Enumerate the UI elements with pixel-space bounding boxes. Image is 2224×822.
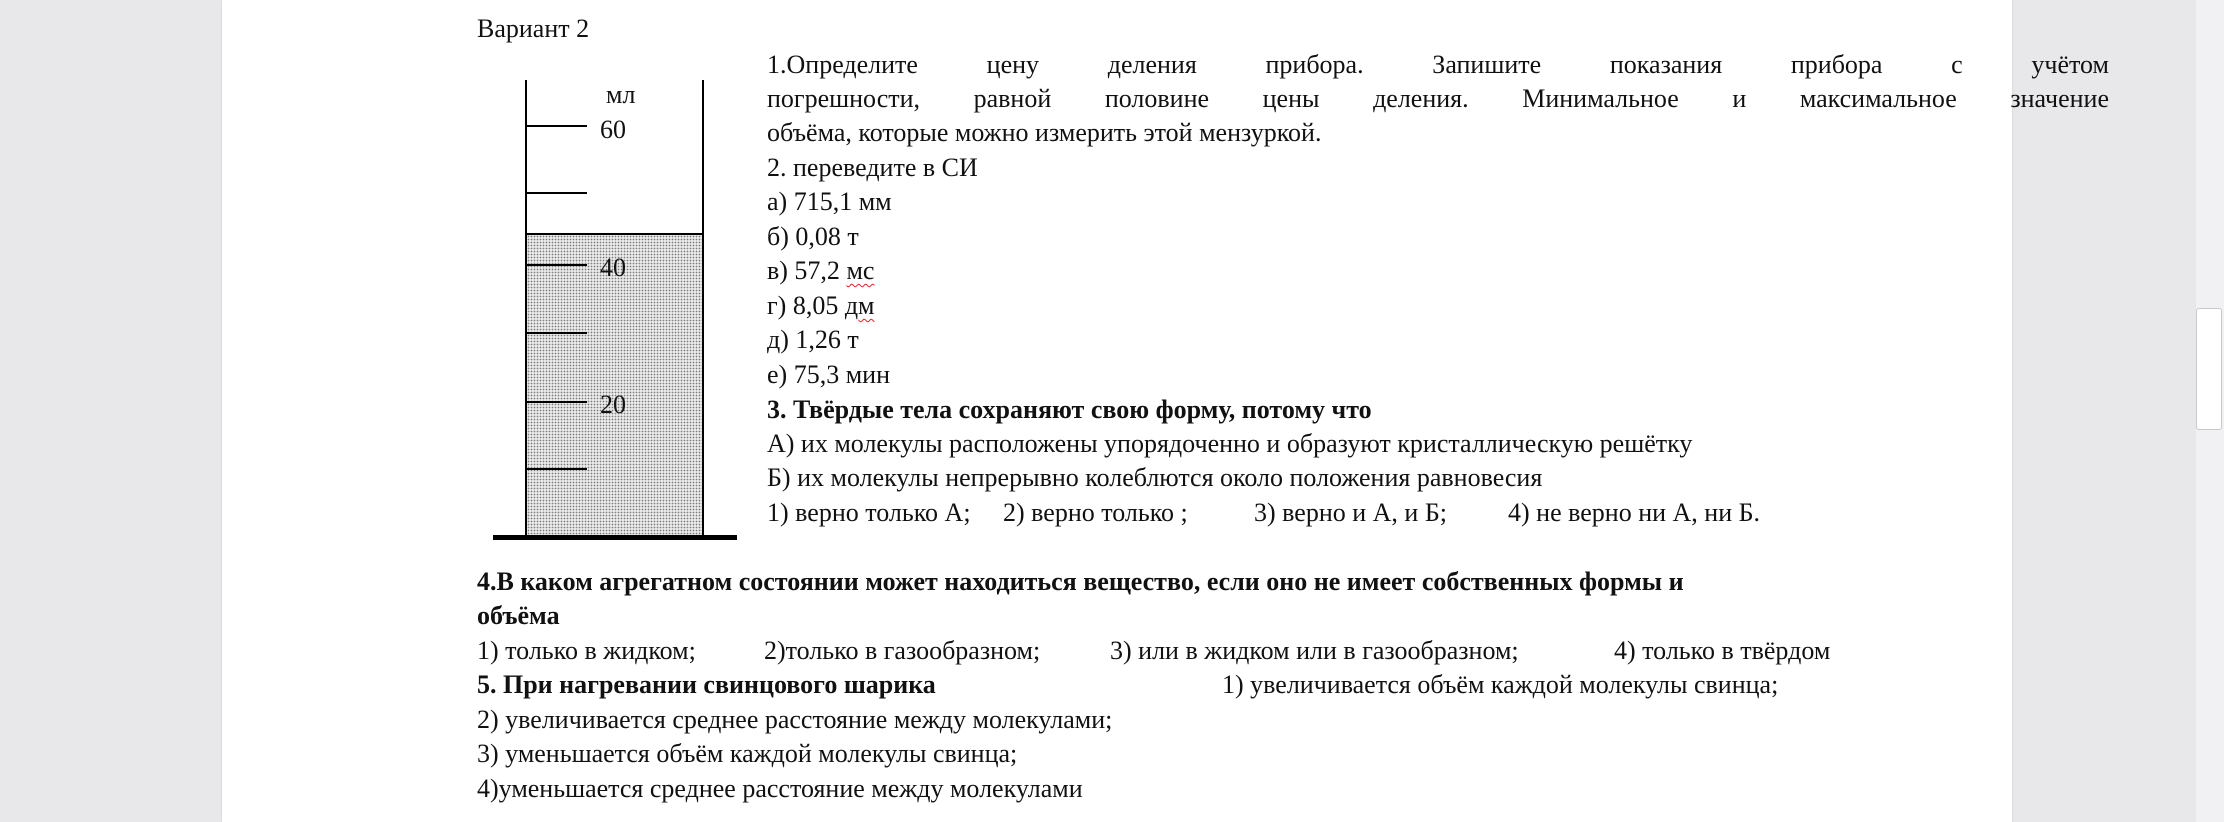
q3-statement-a: А) их молекулы расположены упорядоченно и образуют кристаллическую решётку — [767, 429, 1693, 458]
q2-item-d: д) 1,26 т — [767, 325, 859, 354]
q3-option-4: 4) не верно ни А, ни Б. — [1508, 498, 1761, 527]
q4-title-line1: 4.В каком агрегатном состоянии может находиться вещество, если оно не имеет собственных формы и — [477, 567, 1684, 596]
variant-title: Вариант 2 — [477, 14, 590, 43]
beaker-unit-label: мл — [606, 80, 636, 109]
beaker-right-wall — [702, 80, 704, 536]
q4-option-3: 3) или в жидком или в газообразном; — [1110, 636, 1519, 665]
q2-item-v-value: в) 57,2 — [767, 256, 847, 285]
scale-label-60: 60 — [600, 115, 626, 144]
q3-statement-b: Б) их молекулы непрерывно колеблются около положения равновесия — [767, 463, 1543, 492]
spellcheck-word-dm[interactable]: дм — [844, 291, 875, 320]
spellcheck-word-ms[interactable]: мс — [846, 256, 875, 285]
q2-item-a: а) 715,1 мм — [767, 187, 892, 216]
q1-line2: погрешности, равной половине цены деления. Минимальное и максимальное значение — [767, 84, 2109, 113]
q2-item-e: е) 75,3 мин — [767, 360, 890, 389]
tick-20 — [527, 401, 587, 403]
q1-line1: 1.Определите цену деления прибора. Запишите показания прибора с учётом — [767, 50, 2109, 79]
q2-item-b: б) 0,08 т — [767, 222, 859, 251]
vertical-scrollbar[interactable] — [2196, 0, 2224, 822]
q2-item-g — [767, 289, 875, 323]
q5-option-4: 4)уменьшается среднее расстояние между молекулами — [477, 774, 1083, 803]
q4-option-2: 2)только в газообразном; — [764, 636, 1041, 665]
q5-title: 5. При нагревании свинцового шарика — [477, 670, 936, 699]
scale-label-20: 20 — [600, 390, 626, 419]
q2-item-v — [767, 254, 874, 288]
tick-10 — [527, 468, 587, 470]
tick-50 — [527, 192, 587, 194]
q2-title: 2. переведите в СИ — [767, 153, 978, 182]
q2-item-g-value: г) 8,05 — [767, 291, 845, 320]
tick-30 — [527, 332, 587, 334]
q3-option-1: 1) верно только А; — [767, 498, 971, 527]
tick-40 — [527, 264, 587, 266]
q3-option-3: 3) верно и А, и Б; — [1254, 498, 1447, 527]
q5-option-2: 2) увеличивается среднее расстояние между молекулами; — [477, 705, 1113, 734]
q1-line3: объёма, которые можно измерить этой мензуркой. — [767, 118, 1322, 147]
scale-label-40: 40 — [600, 253, 626, 282]
beaker-base — [493, 535, 737, 540]
scrollbar-thumb[interactable] — [2196, 308, 2222, 430]
q3-title: 3. Твёрдые тела сохраняют свою форму, потому что — [767, 395, 1372, 424]
q4-title-line2: объёма — [477, 601, 560, 630]
q4-option-4: 4) только в твёрдом — [1614, 636, 1831, 665]
q3-option-2: 2) верно только ; — [1003, 498, 1188, 527]
q5-option-1: 1) увеличивается объём каждой молекулы свинца; — [1222, 670, 1779, 699]
q4-option-1: 1) только в жидком; — [477, 636, 696, 665]
tick-60 — [527, 125, 587, 127]
q5-option-3: 3) уменьшается объём каждой молекулы свинца; — [477, 739, 1018, 768]
